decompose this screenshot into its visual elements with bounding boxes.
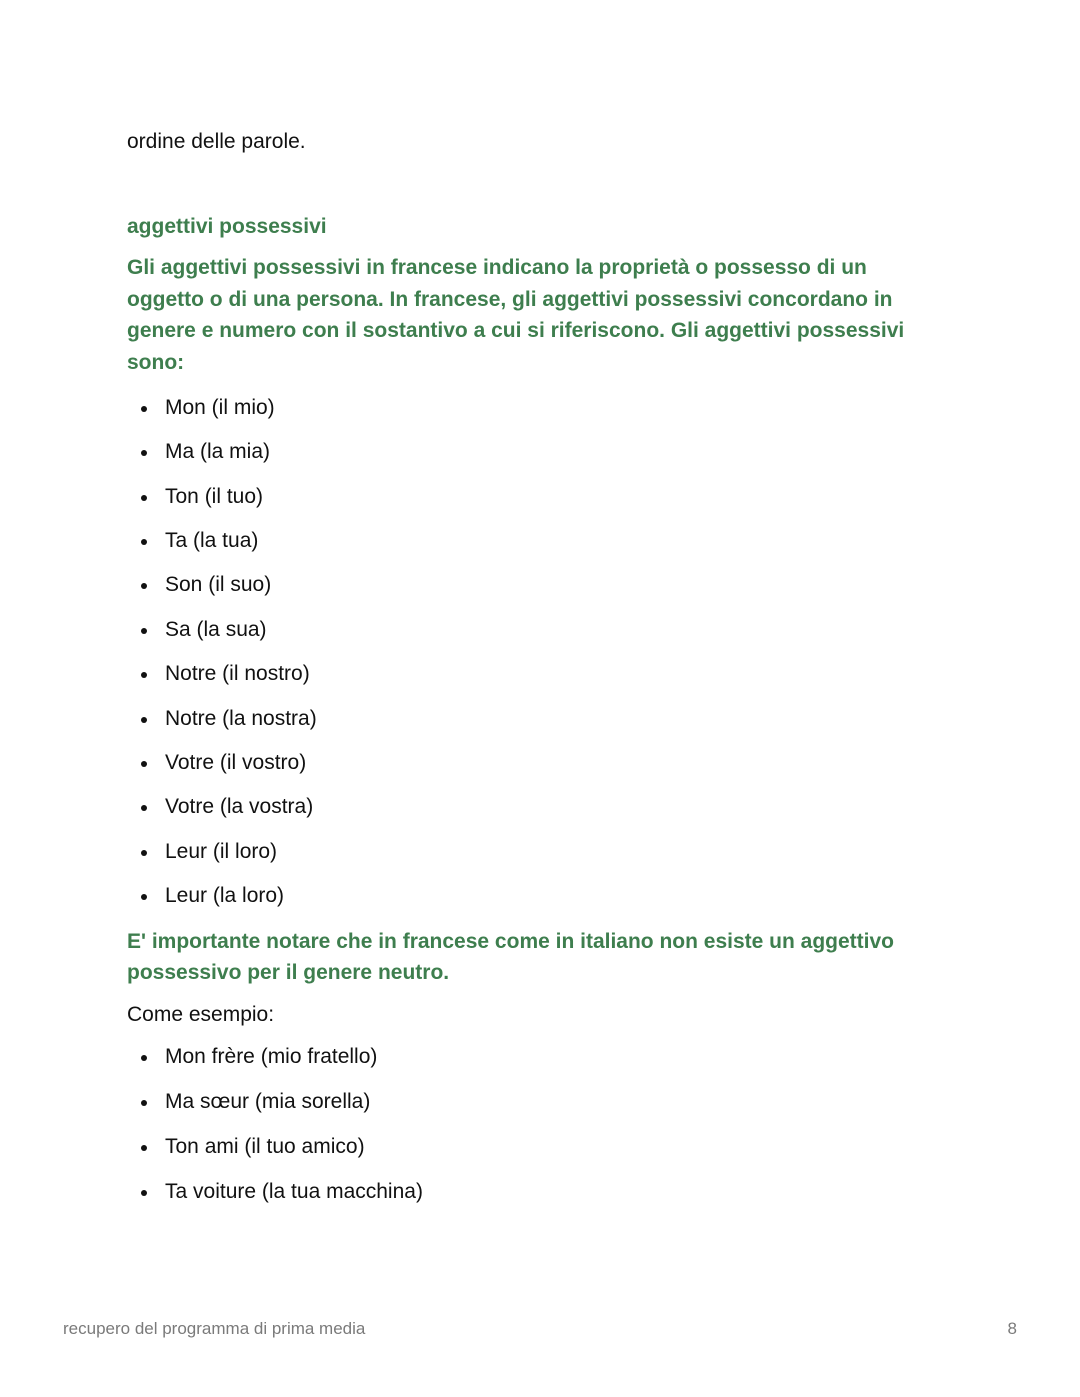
list-item — [127, 1042, 927, 1087]
list-item — [127, 704, 927, 748]
bullet-icon — [141, 1100, 147, 1106]
list-item-text: Mon frère (mio fratello) — [165, 1044, 378, 1068]
list-item-text: Son (il suo) — [165, 573, 272, 597]
page-content — [127, 127, 927, 1222]
list-item-text: Votre (la vostra) — [165, 795, 314, 819]
possessive-adjectives-list — [127, 393, 927, 926]
examples-list — [127, 1042, 927, 1222]
list-item-text: Leur (la loro) — [165, 884, 285, 908]
bullet-icon — [141, 450, 147, 456]
example-label: Come esempio: — [127, 1002, 275, 1026]
bullet-icon — [141, 628, 147, 634]
list-item — [127, 792, 927, 836]
list-item-text: Ta (la tua) — [165, 528, 259, 552]
section-heading: aggettivi possessivi — [127, 215, 327, 238]
bullet-icon — [141, 761, 147, 767]
bullet-icon — [141, 406, 147, 412]
list-item — [127, 881, 927, 925]
list-item-text: Ta voiture (la tua macchina) — [165, 1179, 423, 1203]
list-item-text: Notre (il nostro) — [165, 662, 310, 686]
list-item — [127, 659, 927, 703]
bullet-icon — [141, 805, 147, 811]
section-lead-paragraph: Gli aggettivi possessivi in francese indicano la proprietà o possesso di un oggetto o di una persona. In francese, gli aggettivi possessivi concordano in genere e numero con il sostantivo a cui si riferiscono. Gli aggettivi possessivi sono: — [127, 256, 905, 375]
footer-title: recupero del programma di prima media — [63, 1319, 366, 1338]
list-item — [127, 748, 927, 792]
list-item-text: Notre (la nostra) — [165, 706, 317, 730]
bullet-icon — [141, 539, 147, 545]
list-item-text: Ton ami (il tuo amico) — [165, 1134, 365, 1158]
list-item-text: Ma sœur (mia sorella) — [165, 1089, 371, 1113]
bullet-icon — [141, 1055, 147, 1061]
list-item-text: Leur (il loro) — [165, 839, 278, 863]
page-number: 8 — [1007, 1319, 1017, 1338]
bullet-icon — [141, 495, 147, 501]
list-item-text: Votre (il vostro) — [165, 750, 307, 774]
list-item — [127, 482, 927, 526]
list-item-text: Ma (la mia) — [165, 440, 271, 464]
bullet-icon — [141, 1190, 147, 1196]
list-item — [127, 837, 927, 881]
list-item — [127, 437, 927, 481]
list-item-text: Ton (il tuo) — [165, 484, 264, 508]
list-item — [127, 393, 927, 437]
bullet-icon — [141, 672, 147, 678]
bullet-icon — [141, 1145, 147, 1151]
intro-line: ordine delle parole. — [127, 130, 306, 153]
list-item — [127, 1087, 927, 1132]
bullet-icon — [141, 850, 147, 856]
list-item — [127, 526, 927, 570]
list-item-text: Mon (il mio) — [165, 395, 275, 419]
bullet-icon — [141, 583, 147, 589]
neutral-gender-note: E' importante notare che in francese come in italiano non esiste un aggettivo possessivo per il genere neutro. — [127, 929, 894, 984]
list-item — [127, 615, 927, 659]
list-item — [127, 570, 927, 614]
list-item — [127, 1177, 927, 1222]
bullet-icon — [141, 894, 147, 900]
list-item-text: Sa (la sua) — [165, 617, 267, 641]
list-item — [127, 1132, 927, 1177]
bullet-icon — [141, 717, 147, 723]
